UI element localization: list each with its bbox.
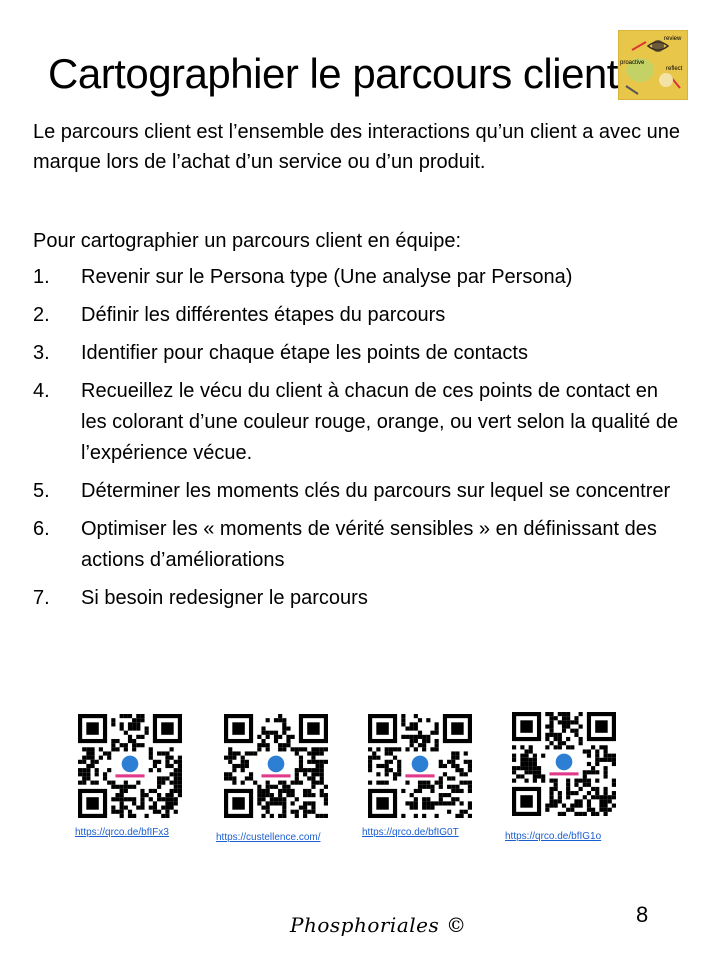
footer-brand: Phosphoriales ©: [290, 913, 467, 937]
step-item: [33, 300, 683, 331]
qr-code-3[interactable]: [368, 714, 472, 818]
qr-link-2[interactable]: https://custellence.com/: [216, 832, 321, 843]
step-item: [33, 376, 683, 469]
step-item: [33, 338, 683, 369]
step-number: 4.: [33, 380, 50, 402]
intro-paragraph: Le parcours client est l’ensemble des interactions qu’un client a avec une marque lors de l’achat d’un service ou d’un produit.: [33, 121, 681, 173]
step-number: 3.: [33, 342, 50, 364]
qr-code-1[interactable]: [78, 714, 182, 818]
step-number: 5.: [33, 480, 50, 502]
page-number: 8: [636, 902, 649, 927]
qr-link-4[interactable]: https://qrco.de/bfIG1o: [505, 831, 602, 842]
qr-link-3[interactable]: https://qrco.de/bfIG0T: [362, 827, 459, 838]
step-item: [33, 514, 683, 576]
page-title: Cartographier le parcours client: [48, 50, 618, 97]
steps-lead: Pour cartographier un parcours client en équipe:: [33, 230, 462, 252]
step-text: Déterminer les moments clés du parcours sur lequel se concentrer: [81, 480, 671, 502]
step-text: Recueillez le vécu du client à chacun de ces points de contact en les colorant d’une couleur rouge, orange, ou vert selon la qualité de l’expérience vécue.: [81, 380, 679, 464]
step-text: Revenir sur le Persona type (Une analyse par Persona): [81, 266, 573, 288]
step-text: Si besoin redesigner le parcours: [81, 587, 368, 609]
logo-word-reflect: reflect: [666, 66, 683, 72]
step-number: 1.: [33, 266, 50, 288]
review-cycle-logo: [618, 30, 688, 100]
step-item: [33, 583, 683, 614]
step-number: 2.: [33, 304, 50, 326]
step-text: Optimiser les « moments de vérité sensibles » en définissant des actions d’améliorations: [81, 518, 657, 571]
qr-link-1[interactable]: https://qrco.de/bfIFx3: [75, 827, 169, 838]
qr-code-4[interactable]: [512, 712, 616, 816]
step-text: Identifier pour chaque étape les points de contacts: [81, 342, 528, 364]
step-item: [33, 262, 683, 293]
logo-word-proactive: proactive: [620, 60, 645, 66]
step-number: 6.: [33, 518, 50, 540]
logo-word-review: review: [664, 36, 682, 42]
step-number: 7.: [33, 587, 50, 609]
step-text: Définir les différentes étapes du parcours: [81, 304, 446, 326]
qr-code-2[interactable]: [224, 714, 328, 818]
steps-list: [33, 262, 683, 621]
step-item: [33, 476, 683, 507]
